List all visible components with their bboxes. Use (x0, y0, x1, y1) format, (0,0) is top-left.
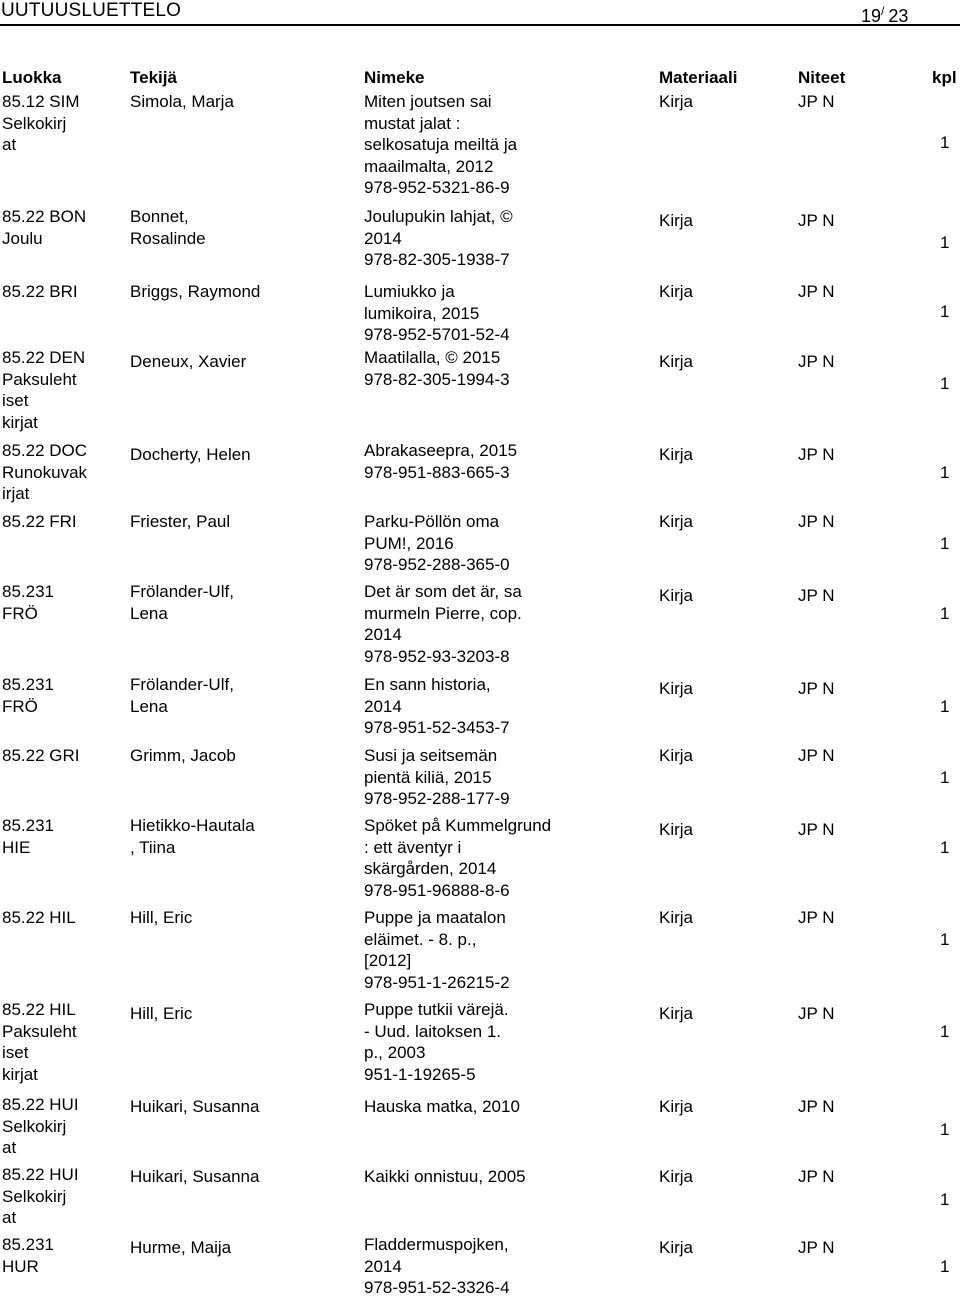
cell-nimeke: Parku-Pöllön oma PUM!, 2016 978-952-288-365-0 (364, 512, 510, 574)
cell-niteet: JP N (798, 820, 835, 839)
cell-nimeke: Puppe ja maatalon eläimet. - 8. p., [2012] 978-951-1-26215-2 (364, 908, 510, 992)
cell-luokka: 85.12 SIM Selkokirj at (2, 92, 80, 154)
cell-materiaali: Kirja (659, 445, 694, 464)
cell-nimeke: Hauska matka, 2010 (364, 1097, 520, 1116)
page-number (861, 0, 908, 27)
cell-materiaali: Kirja (659, 1167, 694, 1186)
cell-niteet: JP N (798, 679, 835, 698)
cell-tekija: Briggs, Raymond (130, 282, 261, 301)
cell-nimeke: Kaikki onnistuu, 2005 (364, 1167, 526, 1186)
cell-nimeke: Joulupukin lahjat, © 2014 978-82-305-1938-7 (364, 207, 513, 269)
cell-luokka: 85.22 HUI Selkokirj at (2, 1165, 79, 1227)
cell-materiaali: Kirja (659, 512, 694, 531)
cell-nimeke: Susi ja seitsemän pientä kiliä, 2015 978-952-288-177-9 (364, 746, 510, 808)
cell-materiaali: Kirja (659, 820, 694, 839)
cell-niteet: JP N (798, 1167, 835, 1186)
cell-niteet: JP N (798, 586, 835, 605)
cell-tekija: Huikari, Susanna (130, 1167, 260, 1186)
cell-kpl: 1 (940, 838, 950, 857)
cell-tekija: Bonnet, Rosalinde (130, 207, 206, 248)
cell-kpl: 1 (940, 1257, 950, 1276)
cell-tekija: Frölander-Ulf, Lena (130, 582, 234, 623)
cell-nimeke: Det är som det är, sa murmeln Pierre, cop. 2014 978-952-93-3203-8 (364, 582, 522, 666)
cell-nimeke: Maatilalla, © 2015 978-82-305-1994-3 (364, 348, 510, 389)
cell-tekija: Hill, Eric (130, 1004, 193, 1023)
page-total: 23 (888, 6, 909, 26)
cell-materiaali: Kirja (659, 586, 694, 605)
cell-luokka: 85.22 BRI (2, 282, 78, 301)
cell-materiaali: Kirja (659, 679, 694, 698)
cell-kpl: 1 (940, 233, 950, 252)
col-header-materiaali: Materiaali (659, 68, 738, 87)
cell-niteet: JP N (798, 211, 835, 230)
cell-kpl: 1 (940, 374, 950, 393)
cell-materiaali: Kirja (659, 282, 694, 301)
cell-luokka: 85.231 HIE (2, 816, 54, 857)
cell-luokka: 85.231 HUR (2, 1235, 54, 1276)
col-header-luokka: Luokka (2, 68, 62, 87)
cell-niteet: JP N (798, 908, 835, 927)
cell-nimeke: Abrakaseepra, 2015 978-951-883-665-3 (364, 441, 518, 482)
cell-luokka: 85.22 HIL (2, 908, 76, 927)
cell-tekija: Hill, Eric (130, 908, 193, 927)
cell-tekija: Grimm, Jacob (130, 746, 236, 765)
cell-tekija: Deneux, Xavier (130, 352, 247, 371)
cell-kpl: 1 (940, 1120, 950, 1139)
cell-niteet: JP N (798, 1004, 835, 1023)
cell-luokka: 85.22 DEN Paksuleht iset kirjat (2, 348, 86, 432)
cell-materiaali: Kirja (659, 746, 694, 765)
cell-kpl: 1 (940, 302, 950, 321)
col-header-niteet: Niteet (798, 68, 846, 87)
cell-niteet: JP N (798, 1097, 835, 1116)
cell-luokka: 85.22 FRI (2, 512, 77, 531)
cell-kpl: 1 (940, 604, 950, 623)
cell-kpl: 1 (940, 768, 950, 787)
cell-kpl: 1 (940, 463, 950, 482)
cell-niteet: JP N (798, 1238, 835, 1257)
cell-materiaali: Kirja (659, 92, 694, 111)
cell-nimeke: Puppe tutkii värejä. - Uud. laitoksen 1. p., 2003 951-1-19265-5 (364, 1000, 509, 1084)
cell-kpl: 1 (940, 534, 950, 553)
page-separator: / (881, 4, 885, 18)
cell-tekija: Hurme, Maija (130, 1238, 232, 1257)
cell-materiaali: Kirja (659, 1004, 694, 1023)
cell-tekija: Huikari, Susanna (130, 1097, 260, 1116)
cell-nimeke: Lumiukko ja lumikoira, 2015 978-952-5701-52-4 (364, 282, 510, 344)
cell-materiaali: Kirja (659, 908, 694, 927)
cell-tekija: Frölander-Ulf, Lena (130, 675, 234, 716)
cell-materiaali: Kirja (659, 1238, 694, 1257)
cell-niteet: JP N (798, 282, 835, 301)
cell-luokka: 85.231 FRÖ (2, 675, 54, 716)
page-header (0, 0, 960, 24)
cell-luokka: 85.22 DOC Runokuvak irjat (2, 441, 88, 503)
cell-niteet: JP N (798, 445, 835, 464)
cell-kpl: 1 (940, 930, 950, 949)
cell-tekija: Hietikko-Hautala , Tiina (130, 816, 255, 857)
cell-nimeke: Miten joutsen sai mustat jalat : selkosatuja meiltä ja maailmalta, 2012 978-952-5321-86-9 (364, 92, 518, 197)
cell-niteet: JP N (798, 352, 835, 371)
cell-nimeke: Fladdermuspojken, 2014 978-951-52-3326-4 (364, 1235, 510, 1297)
cell-niteet: JP N (798, 92, 835, 111)
catalog-title: UUTUUSLUETTELO (1, 0, 182, 21)
cell-luokka: 85.22 HIL Paksuleht iset kirjat (2, 1000, 77, 1084)
cell-materiaali: Kirja (659, 352, 694, 371)
cell-kpl: 1 (940, 133, 950, 152)
cell-niteet: JP N (798, 512, 835, 531)
cell-niteet: JP N (798, 746, 835, 765)
cell-kpl: 1 (940, 697, 950, 716)
cell-luokka: 85.231 FRÖ (2, 582, 54, 623)
cell-kpl: 1 (940, 1190, 950, 1209)
cell-luokka: 85.22 HUI Selkokirj at (2, 1095, 79, 1157)
cell-luokka: 85.22 GRI (2, 746, 80, 765)
cell-nimeke: En sann historia, 2014 978-951-52-3453-7 (364, 675, 510, 737)
col-header-tekija: Tekijä (130, 68, 177, 87)
page-current: 19 (861, 6, 882, 26)
cell-luokka: 85.22 BON Joulu (2, 207, 87, 248)
col-header-nimeke: Nimeke (364, 68, 425, 87)
cell-kpl: 1 (940, 1022, 950, 1041)
cell-tekija: Friester, Paul (130, 512, 231, 531)
col-header-kpl: kpl (932, 68, 957, 87)
cell-materiaali: Kirja (659, 211, 694, 230)
cell-tekija: Docherty, Helen (130, 445, 251, 464)
cell-nimeke: Spöket på Kummelgrund : ett äventyr i skärgården, 2014 978-951-96888-8-6 (364, 816, 552, 900)
cell-tekija: Simola, Marja (130, 92, 234, 111)
header-rule (0, 24, 960, 26)
cell-materiaali: Kirja (659, 1097, 694, 1116)
